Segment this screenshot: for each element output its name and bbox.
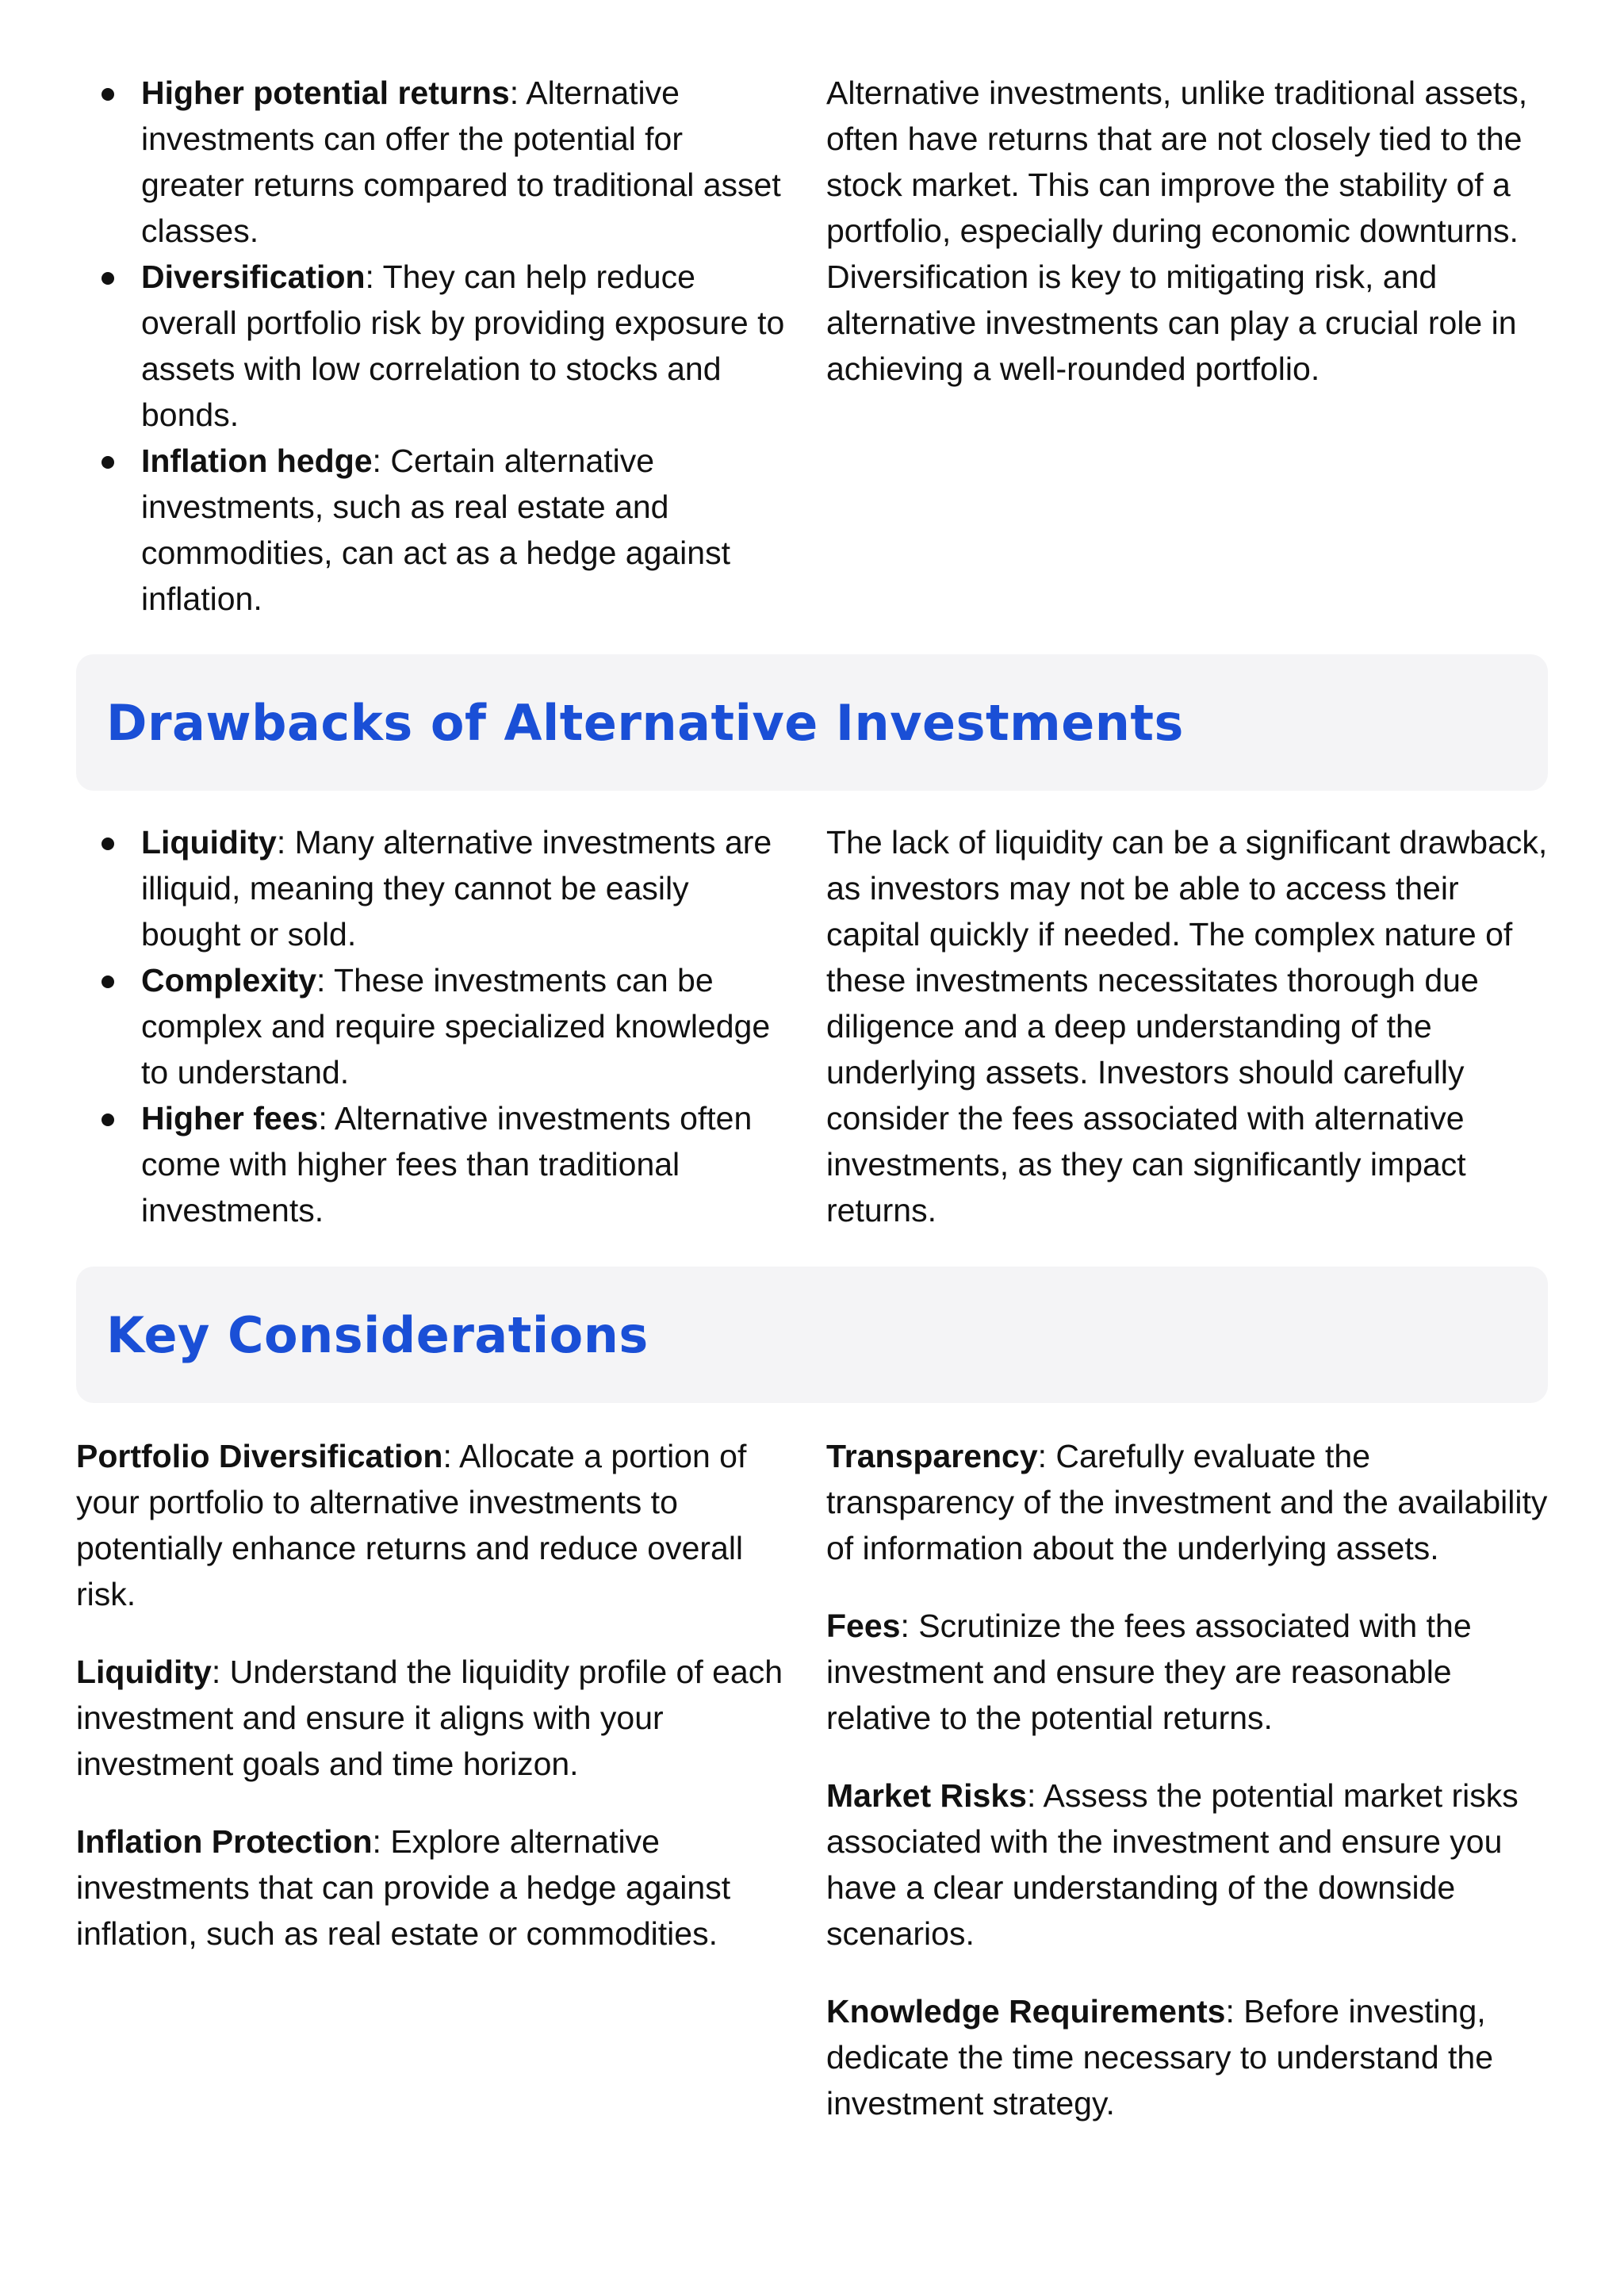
considerations-block bbox=[76, 1433, 1548, 2158]
bullet-icon bbox=[102, 88, 114, 101]
description: : Before investing, dedicate the time necessary to understand the investment strategy. bbox=[826, 1993, 1494, 2122]
section-heading: Drawbacks of Alternative Investments bbox=[106, 693, 1184, 752]
section-heading: Key Considerations bbox=[106, 1305, 649, 1364]
bullet-icon bbox=[102, 838, 114, 850]
list-item bbox=[76, 254, 790, 438]
description: : Many alternative investments are illiquid, meaning they cannot be easily bought or sold. bbox=[141, 824, 772, 953]
bullet-icon bbox=[102, 456, 114, 469]
description: : Assess the potential market risks associated with the investment and ensure you have a clear understanding of the downside scenarios. bbox=[826, 1777, 1519, 1952]
description: : They can help reduce overall portfolio risk by providing exposure to assets with low correlation to stocks and bonds. bbox=[141, 259, 785, 433]
consideration-item bbox=[826, 1988, 1548, 2126]
consideration-item bbox=[76, 1649, 790, 1787]
drawbacks-list bbox=[76, 819, 790, 1233]
consideration-item bbox=[76, 1433, 790, 1617]
term: Inflation hedge bbox=[141, 443, 373, 479]
list-item bbox=[76, 70, 790, 254]
term: Higher potential returns bbox=[141, 75, 510, 111]
drawbacks-section-header bbox=[76, 654, 1548, 791]
bullet-icon bbox=[102, 272, 114, 285]
bullet-icon bbox=[102, 976, 114, 988]
description: : Understand the liquidity profile of each investment and ensure it aligns with your investment goals and time horizon. bbox=[76, 1654, 783, 1782]
term: Market Risks bbox=[826, 1777, 1027, 1814]
consideration-item bbox=[76, 1819, 790, 1957]
term: Inflation Protection bbox=[76, 1823, 373, 1860]
consideration-item bbox=[826, 1433, 1548, 1571]
term: Liquidity bbox=[76, 1654, 212, 1690]
description: : Certain alternative investments, such as real estate and commodities, can act as a hedge against inflation. bbox=[141, 443, 730, 617]
list-item bbox=[76, 957, 790, 1095]
term: Complexity bbox=[141, 962, 316, 999]
benefits-list bbox=[76, 70, 790, 622]
term: Portfolio Diversification bbox=[76, 1438, 443, 1474]
benefits-paragraph: Alternative investments, unlike traditional assets, often have returns that are not closely tied to the stock market. This can improve the stability of a portfolio, especially during economic downturns. Diversification is key to mitigating risk, and alternative investments can play a crucial role in achieving a well-rounded portfolio. bbox=[826, 75, 1528, 387]
term: Higher fees bbox=[141, 1100, 319, 1137]
consideration-item bbox=[826, 1603, 1548, 1741]
consideration-item bbox=[826, 1773, 1548, 1957]
drawbacks-block bbox=[76, 819, 1548, 1267]
term: Liquidity bbox=[141, 824, 277, 861]
list-item bbox=[76, 438, 790, 622]
term: Fees bbox=[826, 1608, 901, 1644]
considerations-section-header bbox=[76, 1267, 1548, 1403]
description: : These investments can be complex and require specialized knowledge to understand. bbox=[141, 962, 771, 1091]
description: : Alternative investments often come with higher fees than traditional investments. bbox=[141, 1100, 753, 1228]
description: : Carefully evaluate the transparency of the investment and the availability of information about the underlying assets. bbox=[826, 1438, 1548, 1566]
benefits-block bbox=[76, 70, 1548, 654]
term: Knowledge Requirements bbox=[826, 1993, 1226, 2030]
list-item bbox=[76, 1095, 790, 1233]
description: : Allocate a portion of your portfolio to alternative investments to potentially enhance returns and reduce overall risk. bbox=[76, 1438, 747, 1612]
description: : Scrutinize the fees associated with the investment and ensure they are reasonable relative to the potential returns. bbox=[826, 1608, 1472, 1736]
bullet-icon bbox=[102, 1114, 114, 1126]
description: : Alternative investments can offer the potential for greater returns compared to traditional asset classes. bbox=[141, 75, 781, 249]
term: Transparency bbox=[826, 1438, 1038, 1474]
term: Diversification bbox=[141, 259, 366, 295]
drawbacks-paragraph: The lack of liquidity can be a significant drawback, as investors may not be able to access their capital quickly if needed. The complex nature of these investments necessitates thorough due diligence and a deep understanding of the underlying assets. Investors should carefully consider the fees associated with alternative investments, as they can significantly impact returns. bbox=[826, 824, 1548, 1228]
description: : Explore alternative investments that can provide a hedge against inflation, such as real estate or commodities. bbox=[76, 1823, 731, 1952]
list-item bbox=[76, 819, 790, 957]
